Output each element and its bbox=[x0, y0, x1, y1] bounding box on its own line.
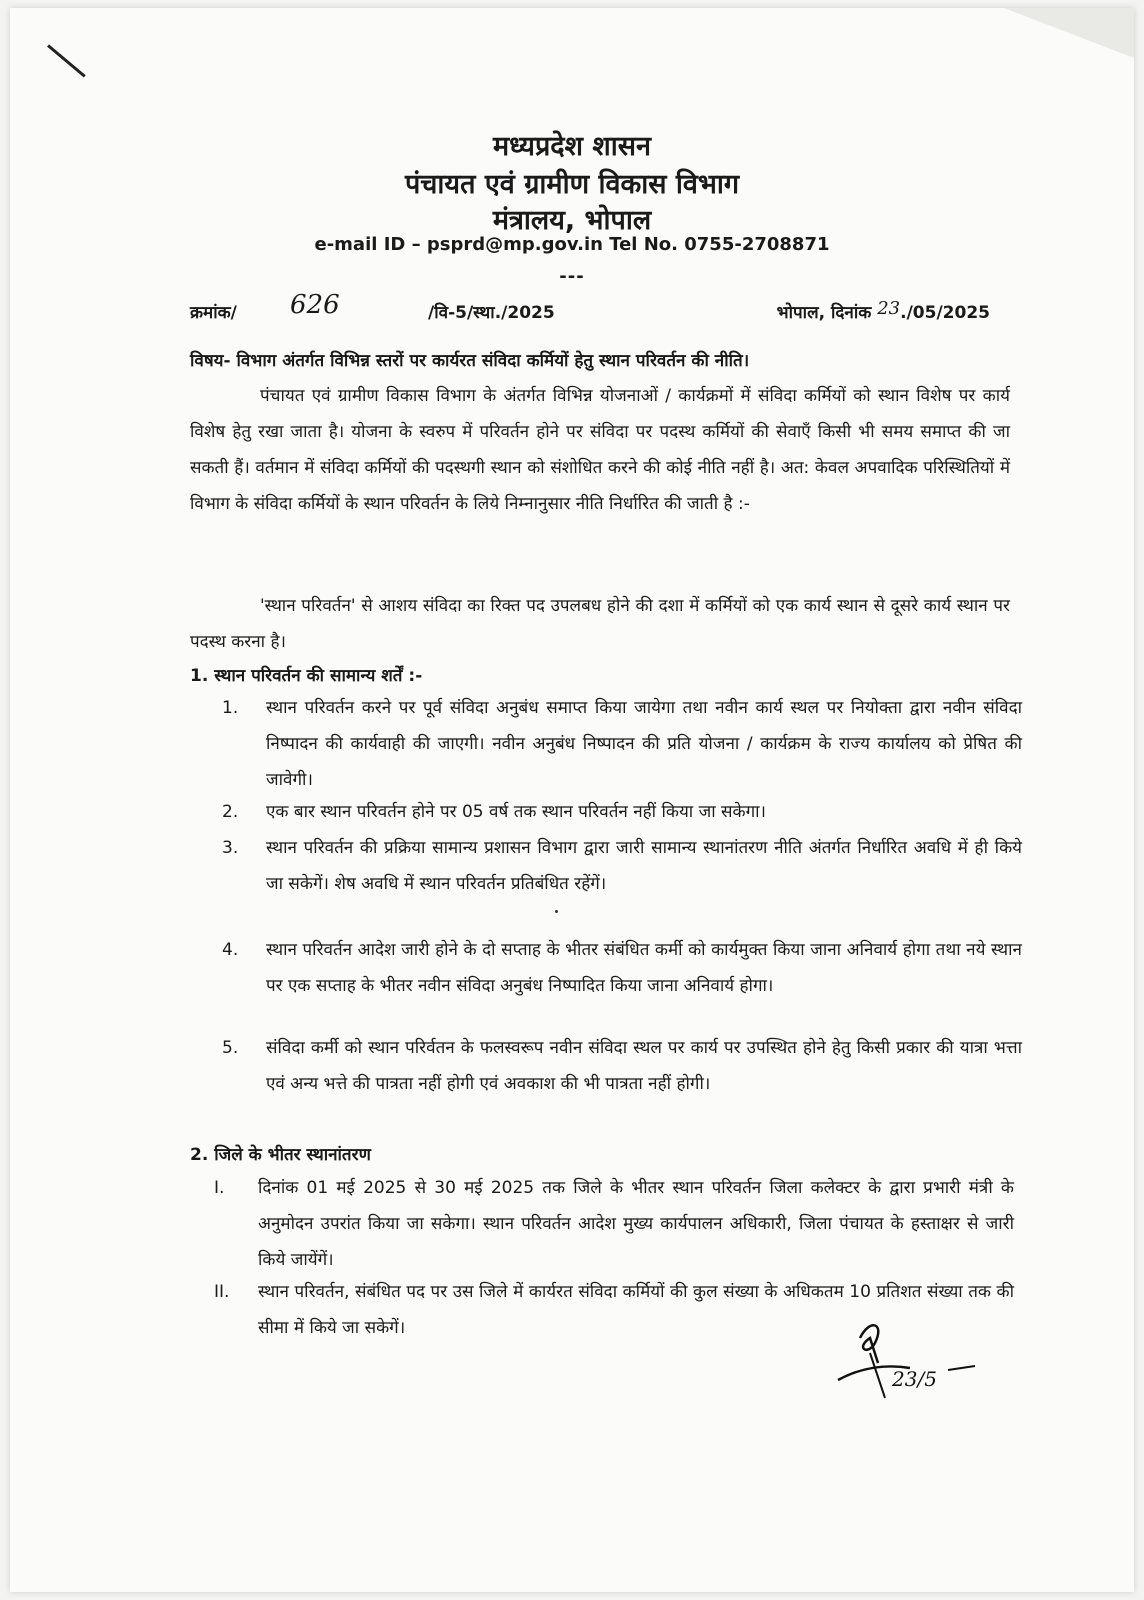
definition-paragraph: 'स्थान परिवर्तन' से आशय संविदा का रिक्त पद उपलबध होने की दशा में कर्मियों को एक कार्य स्थान से दूसरे कार्य स्थान पर पदस्थ करना है। bbox=[190, 596, 1010, 652]
department-name: पंचायत एवं ग्रामीण विकास विभाग bbox=[404, 169, 740, 200]
ref-date bbox=[777, 300, 990, 323]
item-number: 3. bbox=[222, 838, 239, 858]
item-text: स्थान परिवर्तन, संबंधित पद पर उस जिले में कार्यरत संविदा कर्मियों की कुल संख्या के अधिकतम 10 प्रतिशत संख्या तक की सीमा में किये जा सकेगें। bbox=[258, 1282, 1014, 1338]
office-location: मंत्रालय, भोपाल bbox=[492, 205, 652, 236]
item-number: 1. bbox=[222, 698, 239, 718]
condition-item bbox=[222, 932, 1022, 1004]
item-text: स्थान परिवर्तन आदेश जारी होने के दो सप्ताह के भीतर संबंधित कर्मी को कार्यमुक्त किया जाना अनिवार्य होगा तथा नये स्थान पर एक सप्ताह के भीतर नवीन संविदा अनुबंध निष्पादित किया जाना अनिवार्य होगा। bbox=[266, 940, 1022, 996]
item-text: दिनांक 01 मई 2025 से 30 मई 2025 तक जिले के भीतर स्थान परिवर्तन जिला कलेक्टर के द्वारा प्रभारी मंत्री के अनुमोदन उपरांत किया जा सकेगा। स्थान परिवर्तन आदेश मुख्य कार्यपालन अधिकारी, जिला पंचायत के हस्ताक्षर से जारी किये जायेंगें। bbox=[258, 1178, 1014, 1270]
document-page bbox=[10, 8, 1134, 1592]
condition-item bbox=[222, 1030, 1022, 1102]
date-label: भोपाल, दिनांक bbox=[776, 303, 872, 323]
contact-info: e-mail ID – psprd@mp.gov.in Tel No. 0755-2708871 bbox=[314, 234, 830, 255]
date-rest: ./05/2025 bbox=[900, 303, 990, 323]
condition-item bbox=[222, 794, 1022, 830]
ref-label: क्रमांक/ bbox=[190, 303, 237, 323]
item-number: II. bbox=[214, 1282, 230, 1302]
gov-name: मध्यप्रदेश शासन bbox=[492, 131, 651, 162]
signature-stroke bbox=[860, 1325, 878, 1363]
subject-line: विषय- विभाग अंतर्गत विभिन्न स्तरों पर कार्यरत संविदा कर्मियों हेतु स्थान परिवर्तन की नीति। bbox=[190, 351, 750, 371]
district-rule-item bbox=[214, 1170, 1014, 1278]
signature-stroke bbox=[948, 1366, 975, 1370]
item-text: स्थान परिवर्तन की प्रक्रिया सामान्य प्रशासन विभाग द्वारा जारी सामान्य स्थानांतरण नीति अंतर्गत निर्धारित अवधि में ही किये जा सकेगें। शेष अवधि में स्थान परिवर्तन प्रतिबंधित रहेंगें। bbox=[266, 838, 1022, 894]
item-number: 4. bbox=[222, 940, 239, 960]
section-2-title: 2. जिले के भीतर स्थानांतरण bbox=[190, 1145, 371, 1165]
header-separator: --- bbox=[559, 266, 585, 287]
signature bbox=[830, 1308, 980, 1408]
item-number: I. bbox=[214, 1178, 225, 1198]
item-text: एक बार स्थान परिवर्तन होने पर 05 वर्ष तक स्थान परिवर्तन नहीं किया जा सकेगा। bbox=[266, 802, 766, 822]
ink-dot bbox=[555, 910, 558, 913]
page-corner bbox=[1004, 8, 1134, 58]
intro-paragraph: पंचायत एवं ग्रामीण विकास विभाग के अंतर्गत विभिन्न योजनाओं / कार्यक्रमों में संविदा कर्मियों को स्थान विशेष पर कार्य विशेष हेतु रखा जाता है। योजना के स्वरुप में परिवर्तन होने पर संविदा पर पदस्थ कर्मियों की सेवाएँ किसी भी समय समाप्त की जा सकती हैं। वर्तमान में संविदा कर्मियों की पदस्थगी स्थान को संशोधित करने की कोई नीति नहीं है। अत: केवल अपवादिक परिस्थितियों में विभाग के संविदा कर्मियों के स्थान परिवर्तन के लिये निम्नानुसार नीति निर्धारित की जाती है :- bbox=[190, 386, 1010, 514]
ref-code: /वि-5/स्था./2025 bbox=[428, 303, 555, 323]
date-day: 23 bbox=[877, 298, 901, 319]
item-number: 5. bbox=[222, 1038, 239, 1058]
condition-item bbox=[222, 830, 1022, 902]
ref-number: 626 bbox=[290, 290, 340, 320]
condition-item bbox=[222, 690, 1022, 798]
item-text: स्थान परिवर्तन करने पर पूर्व संविदा अनुबंध समाप्त किया जायेगा तथा नवीन कार्य स्थल पर नियोक्ता द्वारा नवीन संविदा निष्पादन की कार्यवाही की जाएगी। नवीन अनुबंध निष्पादन की प्रति योजना / कार्यक्रम के राज्य कार्यालय को प्रेषित की जावेगी। bbox=[266, 698, 1022, 790]
section-1-title: 1. स्थान परिवर्तन की सामान्य शर्तें :- bbox=[190, 666, 423, 686]
signature-date: 23/5 bbox=[892, 1367, 937, 1391]
item-number: 2. bbox=[222, 802, 239, 822]
reference-line bbox=[190, 290, 990, 330]
item-text: संविदा कर्मी को स्थान परिर्वतन के फलस्वरूप नवीन संविदा स्थल पर कार्य पर उपस्थित होने हेतु किसी प्रकार की यात्रा भत्ता एवं अन्य भत्ते की पात्रता नहीं होगी एवं अवकाश की भी पात्रता नहीं होगी। bbox=[266, 1038, 1022, 1094]
pen-mark bbox=[47, 44, 86, 77]
